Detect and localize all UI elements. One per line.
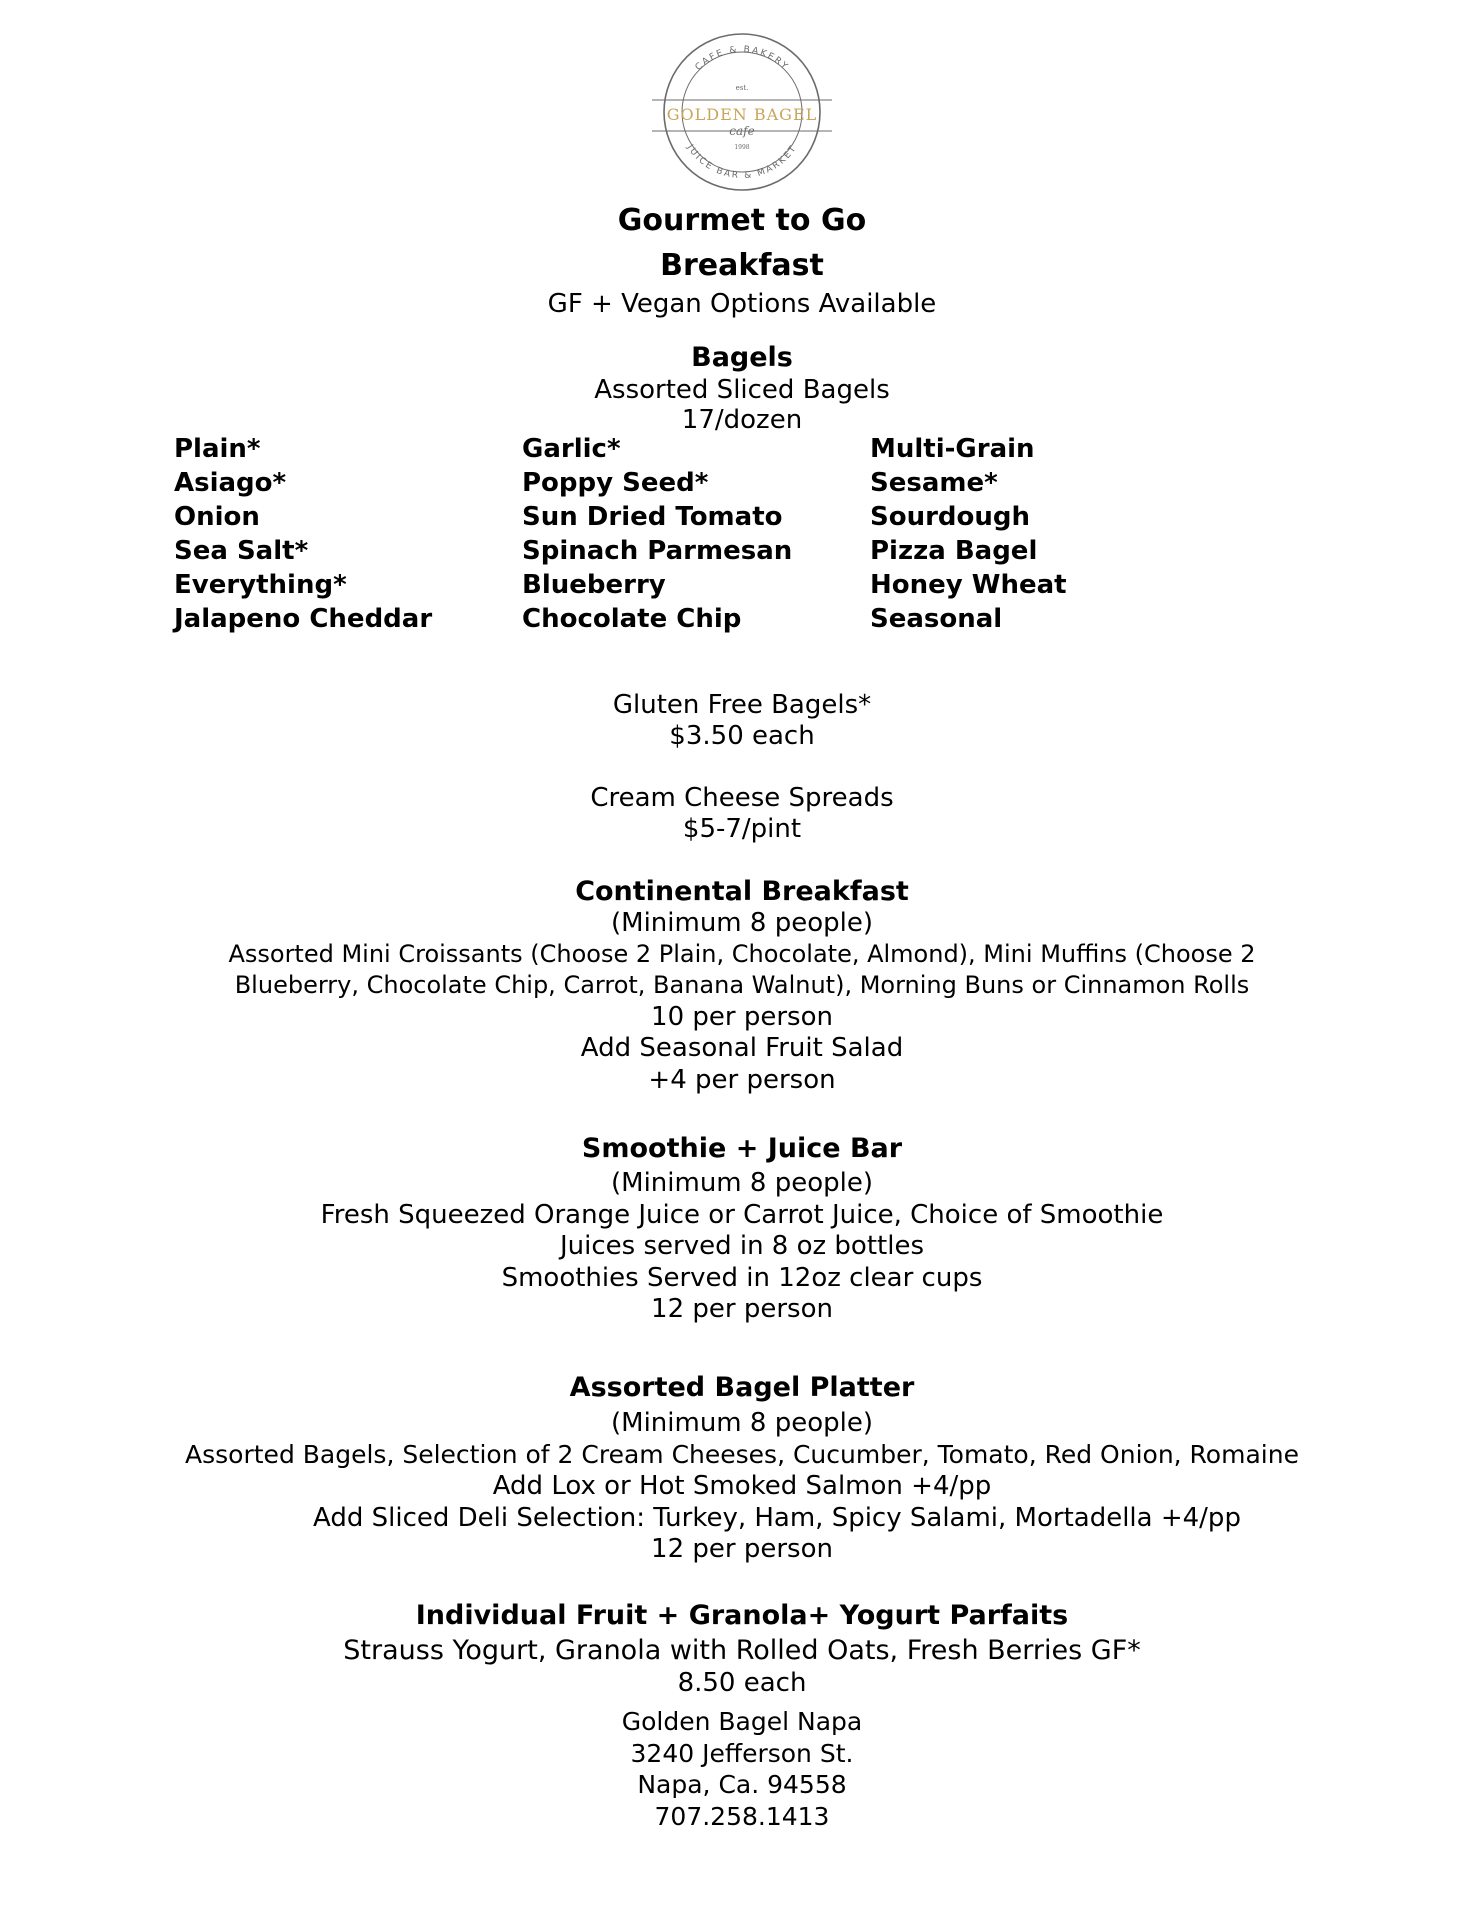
bagel-flavor: Seasonal [870,604,1003,634]
bagel-flavor: Plain* [174,434,261,464]
bagel-flavor: Garlic* [522,434,621,464]
bagel-flavor: Sourdough [870,502,1031,532]
continental-desc-1: Assorted Mini Croissants (Choose 2 Plain, Chocolate, Almond), Mini Muffins (Choose 2 [228,940,1256,968]
logo-name: GOLDEN BAGEL [666,105,818,124]
bagel-flavor: Chocolate Chip [522,604,742,634]
smoothie-price: 12 per person [651,1294,833,1324]
bagel-column-1 [174,432,494,636]
platter-addon-1: Add Lox or Hot Smoked Salmon +4/pp [492,1471,992,1501]
continental-addon-price: +4 per person [648,1065,836,1095]
continental-heading: Continental Breakfast [575,876,909,907]
parfait-price: 8.50 each [677,1668,807,1698]
bagel-flavor: Sea Salt* [174,536,309,566]
logo-year: 1998 [734,144,750,151]
continental-desc-2: Blueberry, Chocolate Chip, Carrot, Banana Walnut), Morning Buns or Cinnamon Rolls [234,971,1250,999]
logo-est: est. [735,84,749,92]
platter-desc: Assorted Bagels, Selection of 2 Cream Cheeses, Cucumber, Tomato, Red Onion, Romaine [185,1440,1299,1469]
bagel-flavor: Jalapeno Cheddar [174,604,433,634]
platter-heading: Assorted Bagel Platter [569,1372,915,1403]
bagel-flavor: Sesame* [870,468,998,498]
page-subtitle: Breakfast [660,248,824,283]
bagel-flavor: Asiago* [174,468,287,498]
cream-cheese-name: Cream Cheese Spreads [590,783,894,813]
address-city: Napa, Ca. 94558 [637,1770,847,1799]
address-phone: 707.258.1413 [654,1802,830,1831]
continental-price: 10 per person [651,1002,833,1032]
smoothie-note-1: Juices served in 8 oz bottles [559,1231,924,1261]
bagel-flavor: Blueberry [522,570,666,600]
platter-minimum: (Minimum 8 people) [611,1408,873,1438]
continental-addon: Add Seasonal Fruit Salad [580,1033,904,1063]
platter-price: 12 per person [651,1534,833,1564]
continental-minimum: (Minimum 8 people) [611,908,873,938]
logo-ring-bottom: JUICE BAR & MARKET [684,143,800,182]
parfait-desc: Strauss Yogurt, Granola with Rolled Oats, Fresh Berries GF* [343,1635,1141,1666]
smoothie-minimum: (Minimum 8 people) [611,1168,873,1198]
golden-bagel-logo [652,32,832,192]
bagel-flavor: Onion [174,502,260,532]
options-note: GF + Vegan Options Available [547,289,937,319]
bagel-flavor: Honey Wheat [870,570,1067,600]
bagel-flavor: Everything* [174,570,347,600]
smoothie-desc: Fresh Squeezed Orange Juice or Carrot Juice, Choice of Smoothie [320,1200,1164,1230]
address-name: Golden Bagel Napa [621,1707,863,1736]
bagel-flavor: Sun Dried Tomato [522,502,783,532]
cream-cheese-price: $5-7/pint [682,814,802,844]
bagel-flavor: Spinach Parmesan [522,536,793,566]
platter-addon-2: Add Sliced Deli Selection: Turkey, Ham, Spicy Salami, Mortadella +4/pp [313,1503,1241,1533]
bagels-price: 17/dozen [681,405,803,435]
bagel-flavor: Multi-Grain [870,434,1035,464]
bagel-column-3 [870,432,1190,636]
address-street: 3240 Jefferson St. [630,1739,854,1768]
gluten-free-name: Gluten Free Bagels* [612,690,872,720]
gluten-free-price: $3.50 each [669,721,815,751]
bagel-column-2 [522,432,842,636]
bagels-heading: Bagels [691,342,793,373]
parfait-heading: Individual Fruit + Granola+ Yogurt Parfaits [415,1600,1069,1631]
page-title: Gourmet to Go [617,203,867,238]
bagels-desc: Assorted Sliced Bagels [594,375,890,405]
smoothie-heading: Smoothie + Juice Bar [581,1133,903,1164]
svg-text:CAFE & BAKERY [694,45,791,73]
bagel-flavor: Pizza Bagel [870,536,1038,566]
bagel-flavor: Poppy Seed* [522,468,709,498]
logo-ring-top: CAFE & BAKERY [693,44,791,73]
smoothie-note-2: Smoothies Served in 12oz clear cups [501,1263,983,1293]
logo-script: cafe [729,124,755,138]
